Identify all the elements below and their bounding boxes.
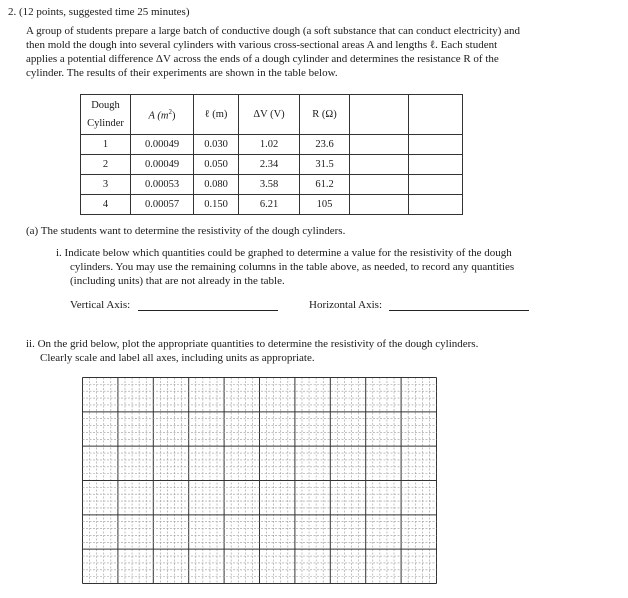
cell-resistance: 31.5 bbox=[300, 155, 350, 175]
part-ii-line-2: Clearly scale and label all axes, including units as appropriate. bbox=[40, 352, 315, 364]
header-cylinder: Cylinder bbox=[87, 117, 124, 129]
table-row bbox=[81, 195, 463, 215]
blank-column-2[interactable] bbox=[409, 95, 463, 135]
cell-length: 0.050 bbox=[194, 155, 239, 175]
table-header-row bbox=[81, 95, 463, 135]
blank-cell[interactable] bbox=[350, 155, 409, 175]
cell-area: 0.00053 bbox=[131, 175, 194, 195]
blank-cell[interactable] bbox=[409, 195, 463, 215]
cell-cylinder: 3 bbox=[81, 175, 131, 195]
area-exponent: 2 bbox=[168, 107, 172, 116]
table-row bbox=[81, 155, 463, 175]
cell-voltage: 1.02 bbox=[239, 135, 300, 155]
blank-column-1[interactable] bbox=[350, 95, 409, 135]
area-text: A (m bbox=[148, 110, 169, 122]
intro-line-3: applies a potential difference ΔV across the ends of a dough cylinder and determines the resistance R of the bbox=[26, 53, 499, 65]
cell-cylinder: 4 bbox=[81, 195, 131, 215]
part-i-line-2: cylinders. You may use the remaining columns in the table above, as needed, to record any quantities bbox=[70, 261, 515, 273]
cell-voltage: 6.21 bbox=[239, 195, 300, 215]
intro-line-1: A group of students prepare a large batch of conductive dough (a soft substance that can conduct electricity) and bbox=[26, 25, 521, 37]
blank-cell[interactable] bbox=[350, 175, 409, 195]
part-ii-line-1: ii. On the grid below, plot the appropriate quantities to determine the resistivity of the dough cylinders. bbox=[26, 338, 479, 350]
horizontal-axis-label: Horizontal Axis: bbox=[309, 299, 383, 311]
part-i-line-1: i. Indicate below which quantities could be graphed to determine a value for the resistivity of the dough bbox=[56, 247, 512, 259]
problem-header: 2. (12 points, suggested time 25 minutes) bbox=[8, 6, 190, 18]
header-area bbox=[131, 95, 194, 135]
intro-line-2: then mold the dough into several cylinders with various cross-sectional areas A and lengths ℓ. Each student bbox=[26, 39, 498, 51]
table-row bbox=[81, 175, 463, 195]
cell-area: 0.00049 bbox=[131, 155, 194, 175]
horizontal-axis-answer-line[interactable] bbox=[389, 310, 529, 311]
header-length: ℓ (m) bbox=[194, 95, 239, 135]
part-i-line-3: (including units) that are not already in the table. bbox=[70, 275, 285, 287]
cell-area: 0.00057 bbox=[131, 195, 194, 215]
cell-length: 0.030 bbox=[194, 135, 239, 155]
cell-resistance: 23.6 bbox=[300, 135, 350, 155]
vertical-axis-answer-line[interactable] bbox=[138, 310, 278, 311]
intro-line-4: cylinder. The results of their experiments are shown in the table below. bbox=[26, 67, 338, 79]
table-row bbox=[81, 135, 463, 155]
part-a-intro: (a) The students want to determine the resistivity of the dough cylinders. bbox=[26, 225, 346, 237]
blank-cell[interactable] bbox=[409, 135, 463, 155]
blank-cell[interactable] bbox=[409, 155, 463, 175]
cell-voltage: 3.58 bbox=[239, 175, 300, 195]
cell-cylinder: 2 bbox=[81, 155, 131, 175]
header-resistance: R (Ω) bbox=[300, 95, 350, 135]
data-table bbox=[80, 94, 463, 215]
blank-cell[interactable] bbox=[350, 195, 409, 215]
cell-cylinder: 1 bbox=[81, 135, 131, 155]
header-dough: Dough bbox=[91, 99, 120, 111]
cell-length: 0.150 bbox=[194, 195, 239, 215]
header-voltage: ΔV (V) bbox=[239, 95, 300, 135]
cell-resistance: 61.2 bbox=[300, 175, 350, 195]
vertical-axis-label: Vertical Axis: bbox=[70, 299, 131, 311]
blank-cell[interactable] bbox=[350, 135, 409, 155]
graph-grid[interactable] bbox=[82, 377, 437, 584]
blank-cell[interactable] bbox=[409, 175, 463, 195]
cell-area: 0.00049 bbox=[131, 135, 194, 155]
cell-resistance: 105 bbox=[300, 195, 350, 215]
header-dough-cylinder bbox=[81, 95, 131, 135]
cell-length: 0.080 bbox=[194, 175, 239, 195]
area-close: ) bbox=[171, 110, 176, 122]
cell-voltage: 2.34 bbox=[239, 155, 300, 175]
